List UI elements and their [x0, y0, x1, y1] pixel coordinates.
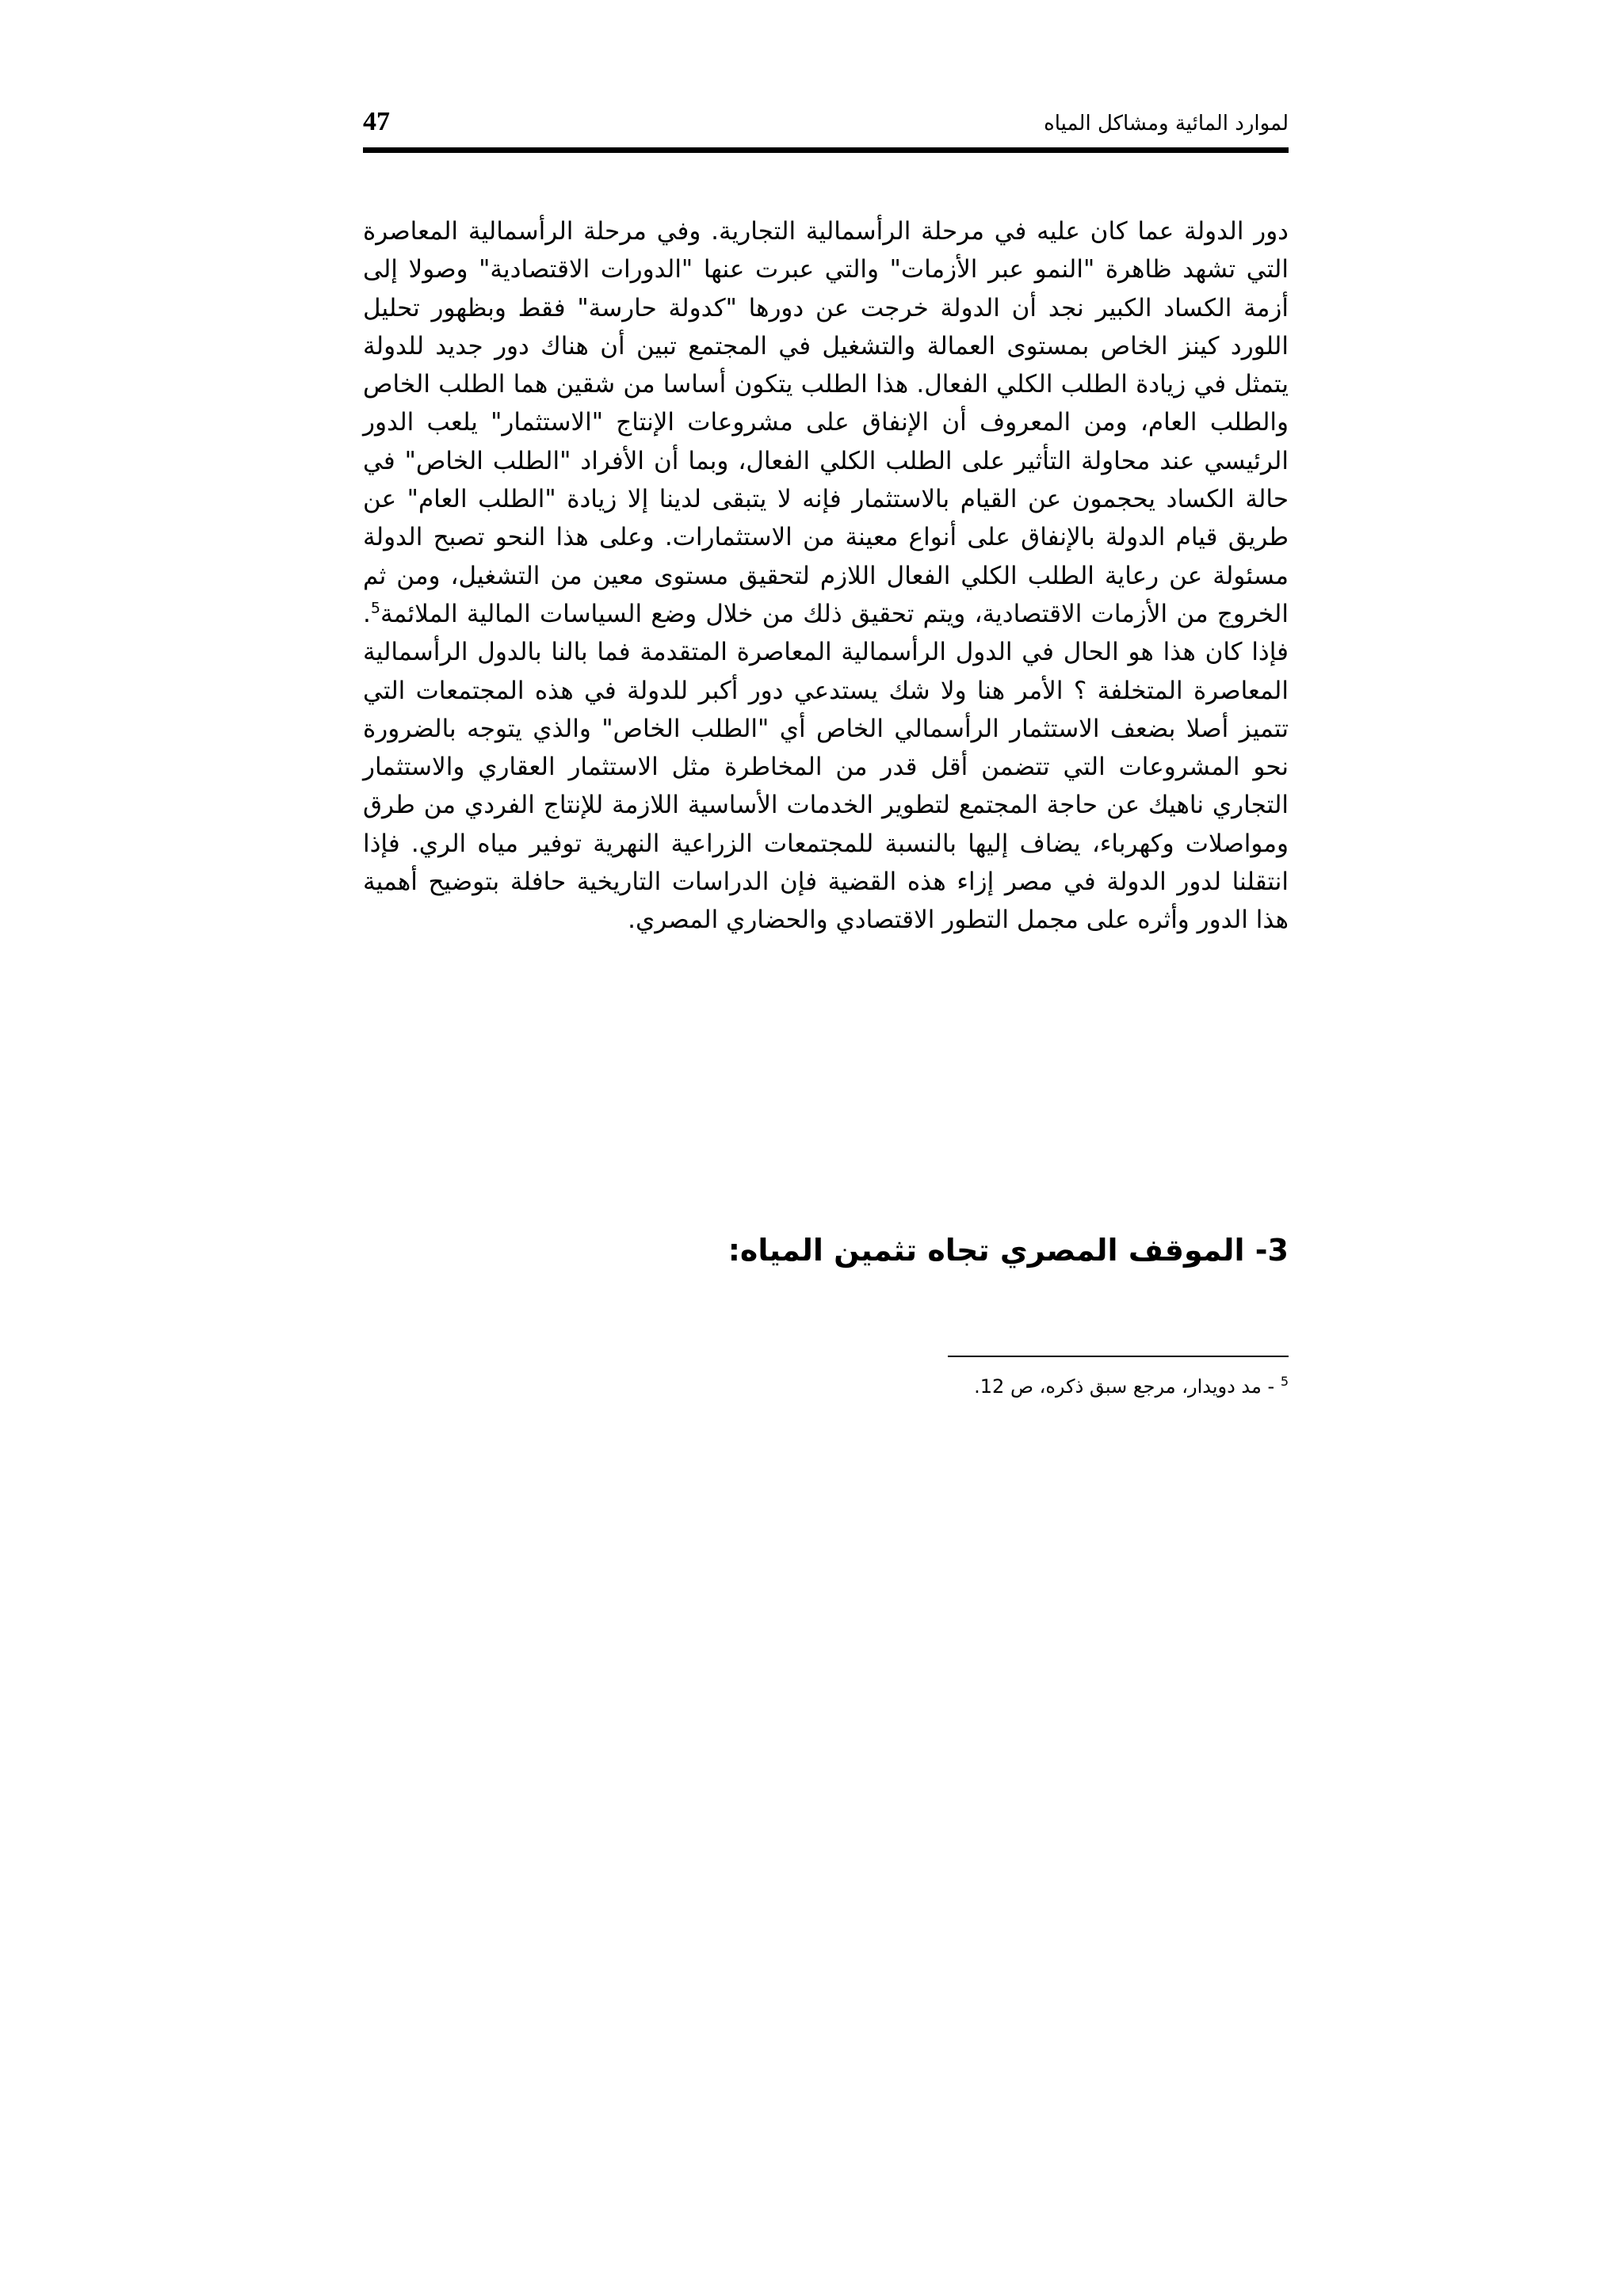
footnote-rule	[948, 1356, 1289, 1357]
running-title: لموارد المائية ومشاكل المياه	[1044, 112, 1289, 135]
body-text-part-2: . فإذا كان هذا هو الحال في الدول الرأسمالية المعاصرة المتقدمة فما بالنا بالدول الرأسمالية المعاصرة المتخلفة ؟ الأمر هنا ولا شك يستدعي دور أكبر للدولة في هذه المجتمعات التي تتميز أصلا بضعف الاستثمار الرأسمالي الخاص أي "الطلب الخاص" والذي يتوجه بالضرورة نحو المشروعات التي تتضمن أقل قدر من المخاطرة مثل الاستثمار العقاري والاستثمار التجاري ناهيك عن حاجة المجتمع لتطوير الخدمات الأساسية اللازمة للإنتاج الفردي من طرق ومواصلات وكهرباء، يضاف إليها بالنسبة للمجتمعات الزراعية النهرية توفير مياه الري. فإذا انتقلنا لدور الدولة في مصر إزاء هذه القضية فإن الدراسات التاريخية حافلة بتوضيح أهمية هذا الدور وأثره على مجمل التطور الاقتصادي والحضاري المصري.	[363, 599, 1289, 935]
body-paragraph	[363, 212, 1289, 940]
footnote-number: 5	[1280, 1374, 1289, 1389]
page-number: 47	[363, 107, 390, 136]
page-header	[363, 103, 1289, 154]
footnote-text: مد دويدار، مرجع سبق ذكره، ص 12.	[974, 1375, 1262, 1398]
footnote	[713, 1371, 1289, 1402]
header-rule	[363, 147, 1289, 153]
section-heading: 3- الموقف المصري تجاه تثمين المياه:	[727, 1233, 1289, 1268]
footnote-reference: 5	[370, 599, 380, 617]
footnote-separator: -	[1261, 1375, 1281, 1398]
body-text-part-1: دور الدولة عما كان عليه في مرحلة الرأسمالية التجارية. وفي مرحلة الرأسمالية المعاصرة التي تشهد ظاهرة "النمو عبر الأزمات" والتي عبرت عنها "الدورات الاقتصادية" وصولا إلى أزمة الكساد الكبير نجد أن الدولة خرجت عن دورها "كدولة حارسة" فقط وبظهور تحليل اللورد كينز الخاص بمستوى العمالة والتشغيل في المجتمع تبين أن هناك دور جديد للدولة يتمثل في زيادة الطلب الكلي الفعال. هذا الطلب يتكون أساسا من شقين هما الطلب الخاص والطلب العام، ومن المعروف أن الإنفاق على مشروعات الإنتاج "الاستثمار" يلعب الدور الرئيسي عند محاولة التأثير على الطلب الكلي الفعال، وبما أن الأفراد "الطلب الخاص" في حالة الكساد يحجمون عن القيام بالاستثمار فإنه لا يتبقى لدينا إلا زيادة "الطلب العام" عن طريق قيام الدولة بالإنفاق على أنواع معينة من الاستثمارات. وعلى هذا النحو تصبح الدولة مسئولة عن رعاية الطلب الكلي الفعال اللازم لتحقيق مستوى معين من التشغيل، ومن ثم الخروج من الأزمات الاقتصادية، ويتم تحقيق ذلك من خلال وضع السياسات المالية الملائمة	[363, 217, 1289, 628]
